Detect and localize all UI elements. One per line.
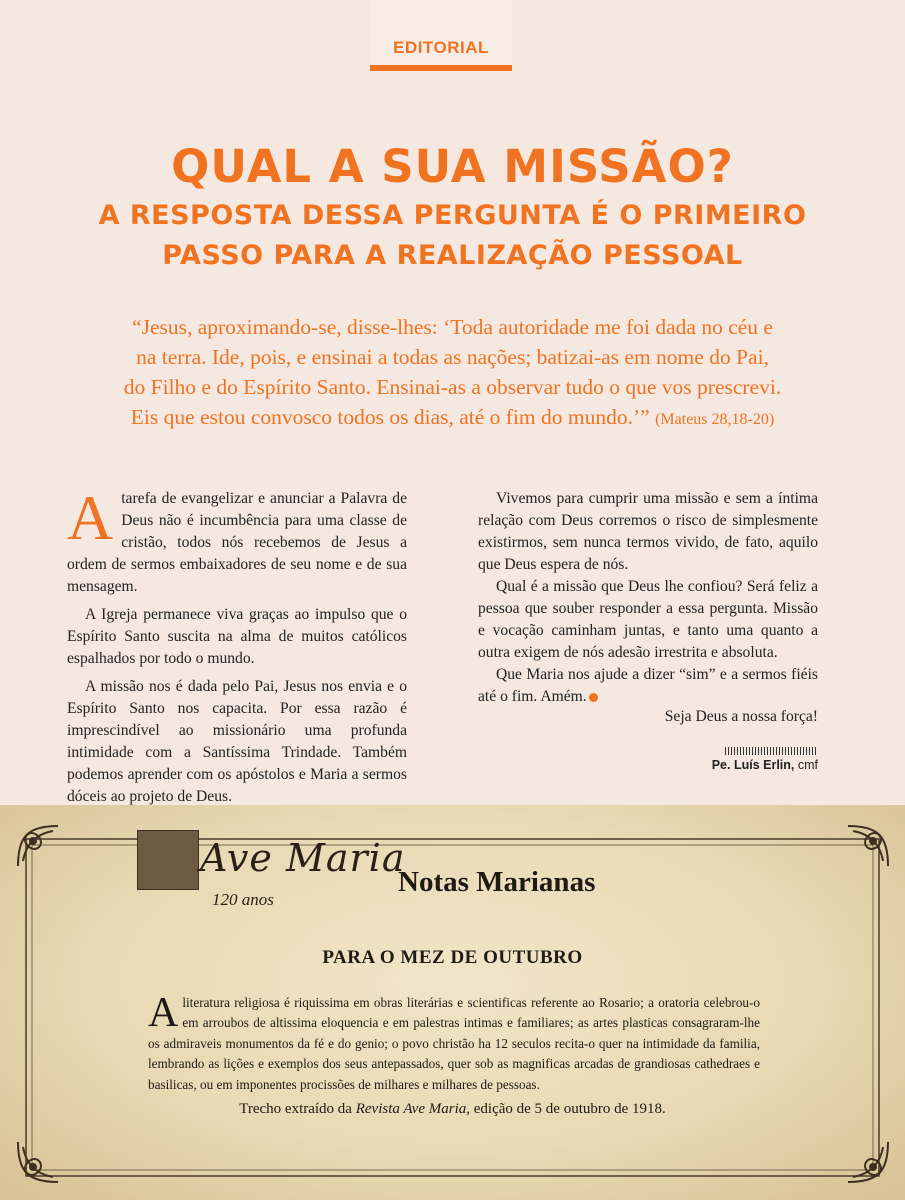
author-suffix: cmf bbox=[794, 758, 818, 772]
credit-prefix: Trecho extraído da bbox=[239, 1101, 356, 1117]
section-tag-label: EDITORIAL bbox=[393, 38, 489, 57]
ave-maria-logo: Ave Maria bbox=[200, 836, 406, 880]
closing-line: Seja Deus a nossa força! bbox=[664, 708, 818, 725]
section-tag bbox=[370, 0, 512, 72]
corner-ornament-icon bbox=[8, 1132, 68, 1192]
drop-cap: A bbox=[67, 482, 114, 553]
excerpt-body: literatura religiosa é riquissima em obras literárias e scientificas referente ao Rosario; a oratoria celebrou-o em arroubos de altissima eloquencia e em palestras intimas e familiares; as artes plasticas consagraram-lhe os admiraveis monumentos da fé e do genio; o povo christão ha 12 seculos recita-o quer na intimidade da familia, lembrando as lições e exemplos dos seus antepassados, quer sob as magnificas arcadas de grandiosas cathedraes e basilicas, ou em imponentes procissões de milhares e milhares de pessoas. bbox=[148, 995, 760, 1092]
end-mark-icon bbox=[589, 693, 598, 702]
corner-ornament-icon bbox=[838, 1132, 898, 1192]
author-name: Pe. Luís Erlin, bbox=[711, 758, 795, 772]
author-signature bbox=[640, 758, 818, 772]
article-column-left bbox=[67, 482, 407, 808]
paragraph-text: tarefa de evangelizar e anunciar a Palavra de Deus não é incumbência para uma classe de cristão, todos nós recebemos de Jesus a ordem de sermos embaixadores de seu nome e de sua mensagem. bbox=[67, 490, 407, 595]
article-paragraph: A Igreja permanece viva graças ao impulso que o Espírito Santo suscita na alma de muitos católicos espalhados por todo o mundo. bbox=[67, 606, 407, 667]
section-tag-underline bbox=[370, 65, 512, 71]
paragraph-text: Que Maria nos ajude a dizer “sim” e a sermos fiéis até o fim. Amém. bbox=[478, 666, 818, 705]
scripture-quote-line3: do Filho e do Espírito Santo. Ensinai-as a observar tudo o que vos prescrevi. bbox=[123, 375, 782, 399]
notas-subtitle: PARA O MEZ DE OUTUBRO bbox=[322, 947, 583, 968]
excerpt-credit bbox=[0, 1101, 905, 1118]
article-paragraph: Vivemos para cumprir uma missão e sem a íntima relação com Deus corremos o risco de simplesmente existirmos, sem nunca termos vivido, de fato, aquilo que Deus espera de nós. bbox=[478, 490, 818, 573]
article-column-right bbox=[478, 488, 818, 708]
logo-anniversary: 120 anos bbox=[212, 890, 274, 909]
historical-excerpt bbox=[148, 990, 760, 1095]
corner-ornament-icon bbox=[8, 816, 68, 876]
headline-subtitle-line2: PASSO PARA A REALIZAÇÃO PESSOAL bbox=[162, 240, 743, 271]
headline-subtitle-line1: A RESPOSTA DESSA PERGUNTA É O PRIMEIRO bbox=[98, 200, 807, 231]
scripture-quote-text: Eis que estou convosco todos os dias, até o fim do mundo.’” bbox=[130, 405, 650, 429]
article-paragraph bbox=[478, 664, 818, 708]
signature-barcode-decoration bbox=[725, 747, 817, 755]
credit-source: Revista Ave Maria bbox=[355, 1101, 467, 1117]
ave-maria-illustration bbox=[137, 830, 199, 890]
credit-suffix: , edição de 5 de outubro de 1918. bbox=[466, 1101, 666, 1117]
corner-ornament-icon bbox=[838, 816, 898, 876]
scripture-quote-line2: na terra. Ide, pois, e ensinai a todas as nações; batizai-as em nome do Pai, bbox=[136, 345, 769, 369]
article-paragraph bbox=[67, 482, 407, 598]
article-paragraph: Qual é a missão que Deus lhe confiou? Será feliz a pessoa que souber responder a essa pergunta. Missão e vocação caminham juntas, e tanto uma quanto a outra exigem de nós adesão irrestrita e absoluta. bbox=[478, 578, 818, 661]
headline-title: QUAL A SUA MISSÃO? bbox=[171, 140, 734, 193]
drop-cap: A bbox=[148, 990, 179, 1036]
notas-title: Notas Marianas bbox=[398, 866, 596, 898]
article-paragraph: A missão nos é dada pelo Pai, Jesus nos envia e o Espírito Santo nos capacita. Por essa razão é imprescindível ao missionário uma profunda intimidade com a Santíssima Trindade. Também podemos aprender com os apóstolos e Maria a sermos dóceis ao projeto de Deus. bbox=[67, 678, 407, 805]
scripture-quote-line4 bbox=[60, 402, 845, 435]
scripture-reference: (Mateus 28,18-20) bbox=[655, 411, 775, 428]
scripture-quote-line1: “Jesus, aproximando-se, disse-lhes: ‘Toda autoridade me foi dada no céu e bbox=[132, 315, 773, 339]
